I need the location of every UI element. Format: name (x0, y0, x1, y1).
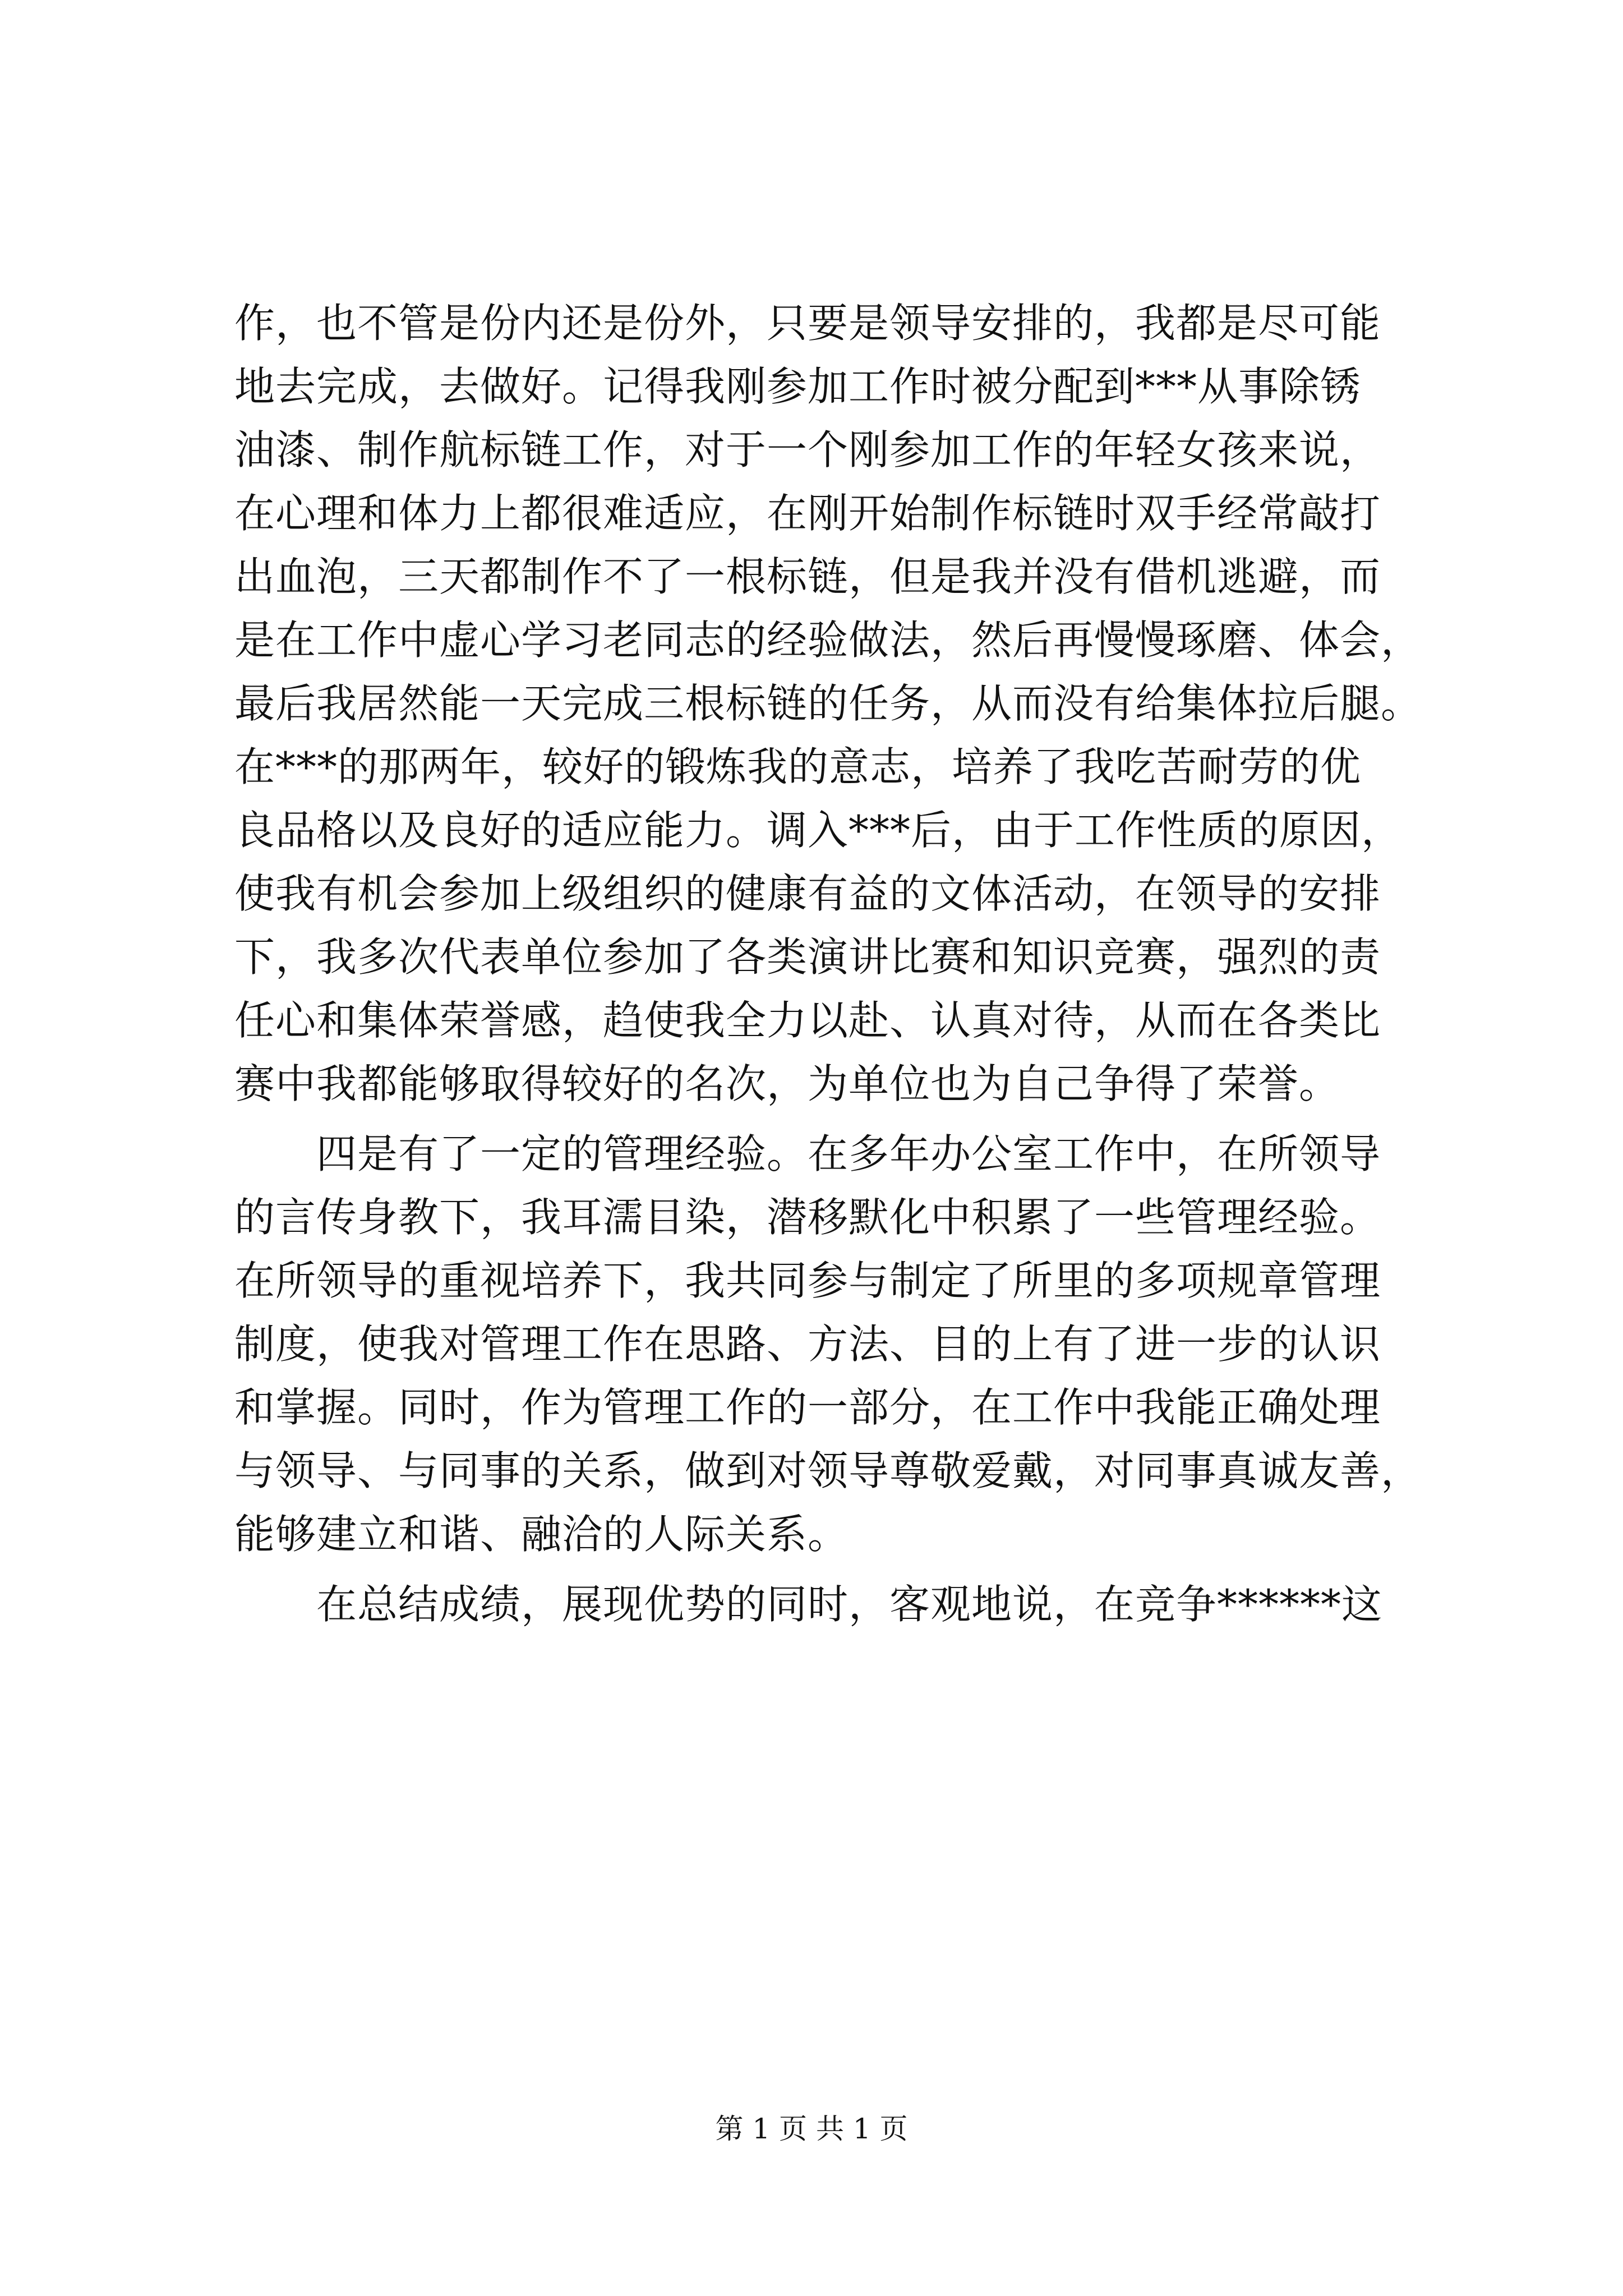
text-line: 作，也不管是份内还是份外，只要是领导安排的，我都是尽可能 (234, 300, 1381, 347)
text-line: 最后我居然能一天完成三根标链的任务，从而没有给集体拉后腿。 (234, 680, 1422, 727)
text-line: 良品格以及良好的适应能力。调入***后，由于工作性质的原因， (234, 807, 1403, 854)
text-line: 在所领导的重视培养下，我共同参与制定了所里的多项规章管理 (234, 1257, 1381, 1304)
text-line: 在总结成绩，展现优势的同时，客观地说，在竞争******这 (234, 1581, 1383, 1628)
text-line: 在***的那两年，较好的锻炼我的意志，培养了我吃苦耐劳的优 (234, 743, 1362, 790)
document-body (234, 292, 1422, 1636)
text-line: 制度，使我对管理工作在思路、方法、目的上有了进一步的认识 (234, 1320, 1381, 1368)
text-line: 地去完成，去做好。记得我刚参加工作时被分配到***从事除锈 (234, 363, 1362, 410)
text-line: 任心和集体荣誉感，趋使我全力以赴、认真对待，从而在各类比 (234, 997, 1381, 1044)
text-line: 的言传身教下，我耳濡目染，潜移默化中积累了一些管理经验。 (234, 1194, 1381, 1241)
text-line: 出血泡，三天都制作不了一根标链，但是我并没有借机逃避，而 (234, 553, 1381, 600)
text-line: 在心理和体力上都很难适应，在刚开始制作标链时双手经常敲打 (234, 490, 1381, 537)
text-line: 是在工作中虚心学习老同志的经验做法，然后再慢慢琢磨、体会， (234, 616, 1422, 664)
text-line: 下，我多次代表单位参加了各类演讲比赛和知识竞赛，强烈的责 (234, 933, 1381, 981)
text-line: 和掌握。同时，作为管理工作的一部分，在工作中我能正确处理 (234, 1384, 1381, 1431)
text-line: 四是有了一定的管理经验。在多年办公室工作中，在所领导 (234, 1130, 1381, 1177)
text-line: 赛中我都能够取得较好的名次，为单位也为自己争得了荣誉。 (234, 1060, 1340, 1107)
text-line: 使我有机会参加上级组织的健康有益的文体活动，在领导的安排 (234, 870, 1381, 917)
text-line: 油漆、制作航标链工作，对于一个刚参加工作的年轻女孩来说， (234, 426, 1381, 473)
text-line: 能够建立和谐、融洽的人际关系。 (234, 1511, 849, 1558)
page-footer: 第 1 页 共 1 页 (715, 2113, 908, 2145)
text-line: 与领导、与同事的关系，做到对领导尊敬爱戴，对同事真诚友善， (234, 1447, 1422, 1494)
